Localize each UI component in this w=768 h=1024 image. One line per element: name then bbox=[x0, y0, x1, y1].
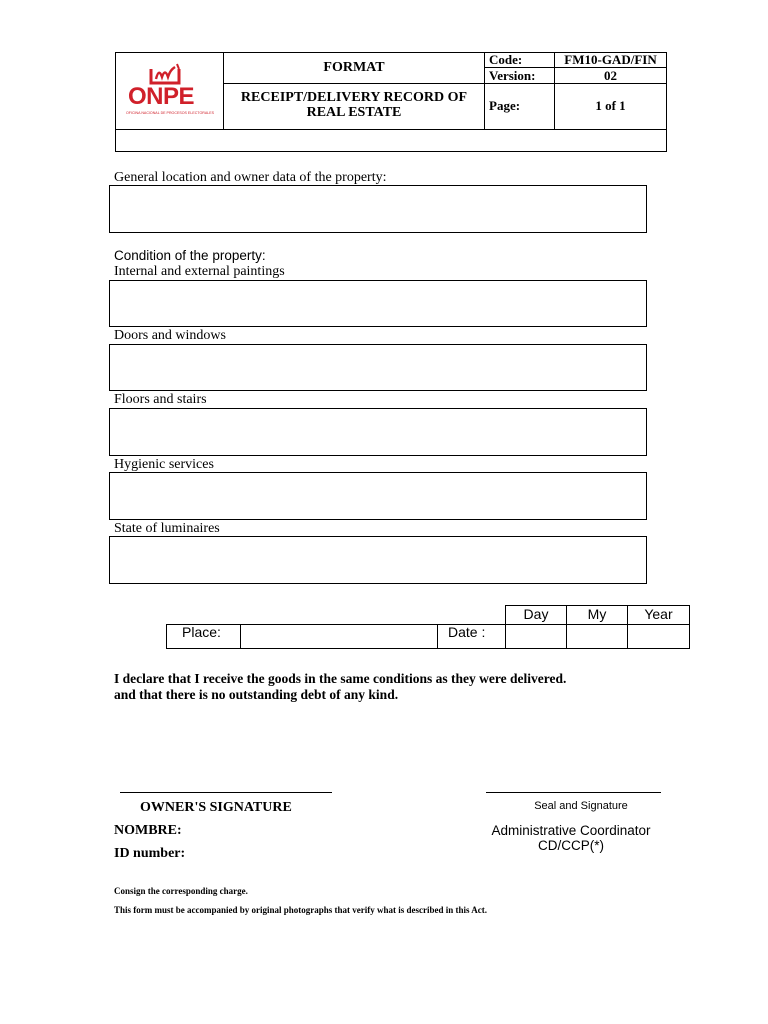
date-label: Date : bbox=[438, 625, 506, 648]
condition-heading: Condition of the property: bbox=[114, 248, 266, 263]
page-value: 1 of 1 bbox=[595, 98, 626, 113]
logo-subtitle: OFICINA NACIONAL DE PROCESOS ELECTORALES bbox=[125, 111, 215, 115]
header-blank-row bbox=[116, 129, 666, 151]
place-label: Place: bbox=[167, 625, 241, 648]
format-label: FORMAT bbox=[224, 53, 485, 84]
logo-text: ONPE bbox=[128, 83, 195, 110]
code-label: Code: bbox=[485, 53, 555, 68]
version-value: 02 bbox=[555, 68, 666, 84]
year-header: Year bbox=[644, 606, 673, 622]
doors-field[interactable] bbox=[109, 344, 647, 391]
footer-note-2: This form must be accompanied by original photographs that verify what is described in this Act. bbox=[114, 905, 488, 915]
page-label: Page: bbox=[485, 84, 555, 129]
luminaires-label: State of luminaires bbox=[114, 521, 220, 536]
floors-field[interactable] bbox=[109, 408, 647, 456]
onpe-logo-icon bbox=[148, 63, 182, 85]
place-date-row bbox=[166, 624, 690, 649]
month-header: My bbox=[567, 606, 628, 624]
declaration-line-2: and that there is no outstanding debt of any kind. bbox=[114, 687, 399, 702]
seal-signature-line bbox=[486, 792, 661, 793]
seal-signature-label: Seal and Signature bbox=[534, 800, 628, 812]
coordinator-code: CD/CCP(*) bbox=[538, 838, 604, 853]
hygienic-label: Hygienic services bbox=[114, 457, 214, 472]
coordinator-title: Administrative Coordinator bbox=[491, 823, 651, 838]
place-field[interactable] bbox=[241, 625, 438, 648]
date-header-row bbox=[505, 605, 690, 625]
paintings-label: Internal and external paintings bbox=[114, 264, 285, 279]
version-label: Version: bbox=[485, 68, 555, 84]
id-number-label: ID number: bbox=[114, 846, 186, 861]
day-header: Day bbox=[506, 606, 567, 624]
header-table bbox=[115, 52, 667, 152]
general-location-field[interactable] bbox=[109, 185, 647, 233]
footer-note-1: Consign the corresponding charge. bbox=[114, 886, 248, 896]
title-line-2: REAL ESTATE bbox=[306, 105, 402, 120]
document-title bbox=[224, 84, 485, 129]
general-location-label: General location and owner data of the property: bbox=[114, 170, 387, 185]
logo-cell bbox=[116, 53, 224, 129]
doors-label: Doors and windows bbox=[114, 328, 226, 343]
year-field[interactable] bbox=[628, 625, 689, 648]
month-field[interactable] bbox=[567, 625, 628, 648]
code-value: FM10-GAD/FIN bbox=[555, 53, 666, 68]
owner-signature-label: OWNER'S SIGNATURE bbox=[140, 800, 292, 815]
day-field[interactable] bbox=[506, 625, 567, 648]
floors-label: Floors and stairs bbox=[114, 392, 207, 407]
luminaires-field[interactable] bbox=[109, 536, 647, 584]
paintings-field[interactable] bbox=[109, 280, 647, 327]
nombre-label: NOMBRE: bbox=[114, 823, 182, 838]
title-line-1: RECEIPT/DELIVERY RECORD OF bbox=[240, 90, 468, 105]
owner-signature-line bbox=[120, 792, 332, 793]
hygienic-field[interactable] bbox=[109, 472, 647, 520]
declaration-line-1: I declare that I receive the goods in the same conditions as they were delivered. bbox=[114, 671, 567, 686]
